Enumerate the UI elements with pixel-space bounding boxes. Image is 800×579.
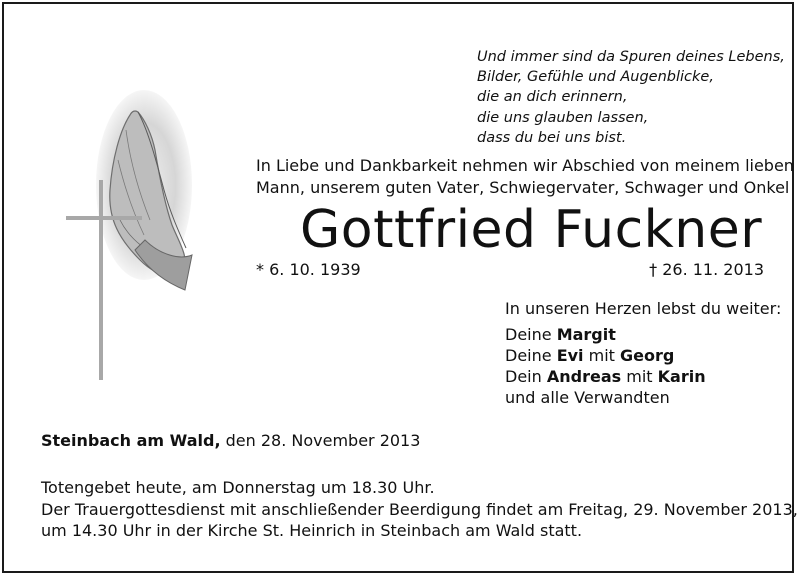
mourner-prefix: Deine <box>505 346 557 365</box>
mourners-lead: In unseren Herzen lebst du weiter: <box>505 299 782 318</box>
poem-line: Und immer sind da Spuren deines Lebens, <box>477 49 785 65</box>
place-town: Steinbach am Wald, <box>41 431 221 450</box>
death-date: † 26. 11. 2013 <box>649 260 764 279</box>
birth-date: * 6. 10. 1939 <box>256 260 361 279</box>
poem-line: Bilder, Gefühle und Augenblicke, <box>477 69 714 86</box>
cross-vertical <box>99 180 103 380</box>
deceased-name: Gottfried Fuckner <box>300 200 763 260</box>
notice-line: Der Trauergottesdienst mit anschließender Beerdigung findet am Freitag, 29. November 2013, <box>41 499 798 519</box>
mourner-name: Georg <box>620 346 675 365</box>
intro-line: Mann, unserem guten Vater, Schwiegervater, Schwager und Onkel <box>256 178 790 197</box>
place-date <box>41 430 420 452</box>
mourner-name: Karin <box>657 367 706 386</box>
mourners-block <box>505 298 785 408</box>
notice-line: um 14.30 Uhr in der Kirche St. Heinrich in Steinbach am Wald statt. <box>41 521 583 540</box>
poem <box>477 47 785 148</box>
mourner-row <box>505 366 785 387</box>
notice-line: Totengebet heute, am Donnerstag um 18.30 Uhr. <box>41 478 435 497</box>
place-date-text: den 28. November 2013 <box>220 431 421 450</box>
poem-line: die an dich erinnern, <box>477 89 628 106</box>
mourner-row <box>505 324 785 345</box>
cross-horizontal <box>66 216 142 220</box>
mourner-connector: mit <box>621 367 658 386</box>
mourner-connector: mit <box>583 346 621 365</box>
intro-text <box>256 155 794 199</box>
mourner-name: Margit <box>556 325 616 344</box>
mourner-name: Andreas <box>546 367 622 386</box>
mourner-name: Evi <box>556 346 584 365</box>
mourner-prefix: Deine <box>505 325 557 344</box>
service-notice <box>41 477 798 542</box>
praying-hands-cross-icon <box>60 90 200 385</box>
intro-line: In Liebe und Dankbarkeit nehmen wir Abschied von meinem lieben <box>256 156 794 175</box>
poem-line: dass du bei uns bist. <box>477 129 627 146</box>
poem-line: die uns glauben lassen, <box>477 109 649 126</box>
mourners-last: und alle Verwandten <box>505 388 670 407</box>
mourner-prefix: Dein <box>505 367 547 386</box>
mourner-row <box>505 345 785 366</box>
